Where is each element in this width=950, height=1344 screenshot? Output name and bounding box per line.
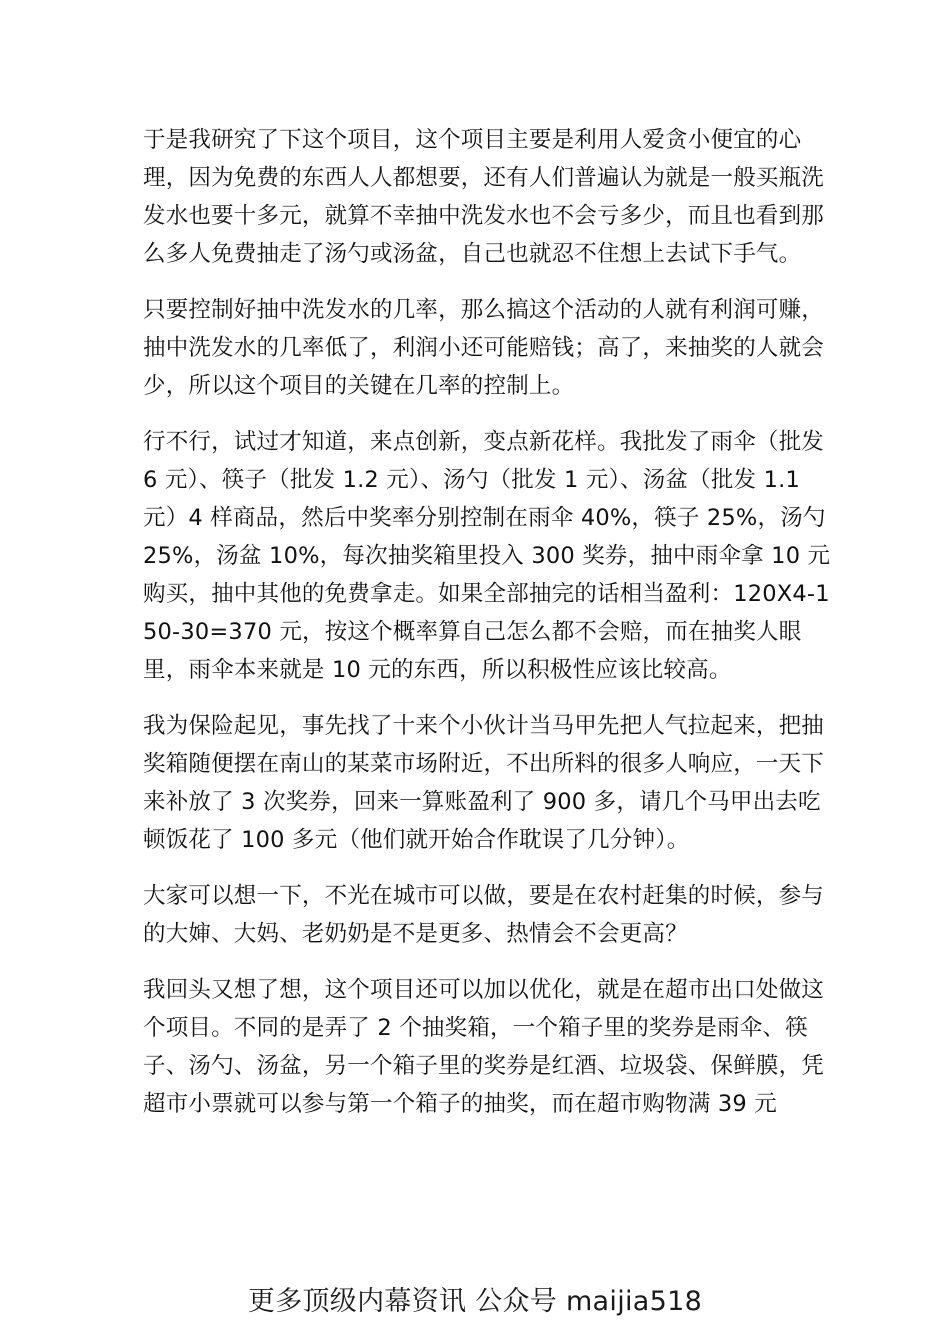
- paragraph: 于是我研究了下这个项目，这个项目主要是利用人爱贪小便宜的心理，因为免费的东西人人都想要，还有人们普遍认为就是一般买瓶洗发水也要十多元，就算不幸抽中洗发水也不会亏多少，而且也看到那么多人免费抽走了汤勺或汤盆，自己也就忍不住想上去试下手气。: [143, 127, 825, 267]
- article-body: [143, 121, 833, 1141]
- paragraph: 只要控制好抽中洗发水的几率，那么搞这个活动的人就有利润可赚，抽中洗发水的几率低了，利润小还可能赔钱；高了，来抽奖的人就会少，所以这个项目的关键在几率的控制上。: [143, 297, 825, 399]
- paragraph: 我为保险起见，事先找了十来个小伙计当马甲先把人气拉起来，把抽奖箱随便摆在南山的某菜市场附近，不出所料的很多人响应，一天下来补放了 3 次奖券，回来一算账盈利了 900 多，请几个马甲出去吃顿饭花了 100 多元（他们就开始合作耽误了几分钟）。: [143, 713, 825, 853]
- footer-promo-text: 更多顶级内幕资讯 公众号 maijia518: [247, 1286, 703, 1317]
- paragraph: 大家可以想一下，不光在城市可以做，要是在农村赶集的时候，参与的大婶、大妈、老奶奶是不是更多、热情会不会更高？: [143, 883, 825, 947]
- paragraph: 我回头又想了想，这个项目还可以加以优化，就是在超市出口处做这个项目。不同的是弄了 2 个抽奖箱，一个箱子里的奖券是雨伞、筷子、汤勺、汤盆，另一个箱子里的奖券是红酒、垃圾袋、保鲜膜，凭超市小票就可以参与第一个箱子的抽奖，而在超市购物满 39 元: [143, 977, 825, 1117]
- paragraph: 行不行，试过才知道，来点创新，变点新花样。我批发了雨伞（批发 6 元）、筷子（批发 1.2 元）、汤勺（批发 1 元）、汤盆（批发 1.1 元）4 样商品，然后中奖率分别控制在雨伞 40%，筷子 25%，汤勺 25%，汤盆 10%，每次抽奖箱里投入 300 奖券，抽中雨伞拿 10 元购买，抽中其他的免费拿走。如果全部抽完的话相当盈利：120X4-150-30=370 元，按这个概率算自己怎么都不会赔，而在抽奖人眼里，雨伞本来就是 10 元的东西，所以积极性应该比较高。: [143, 429, 831, 683]
